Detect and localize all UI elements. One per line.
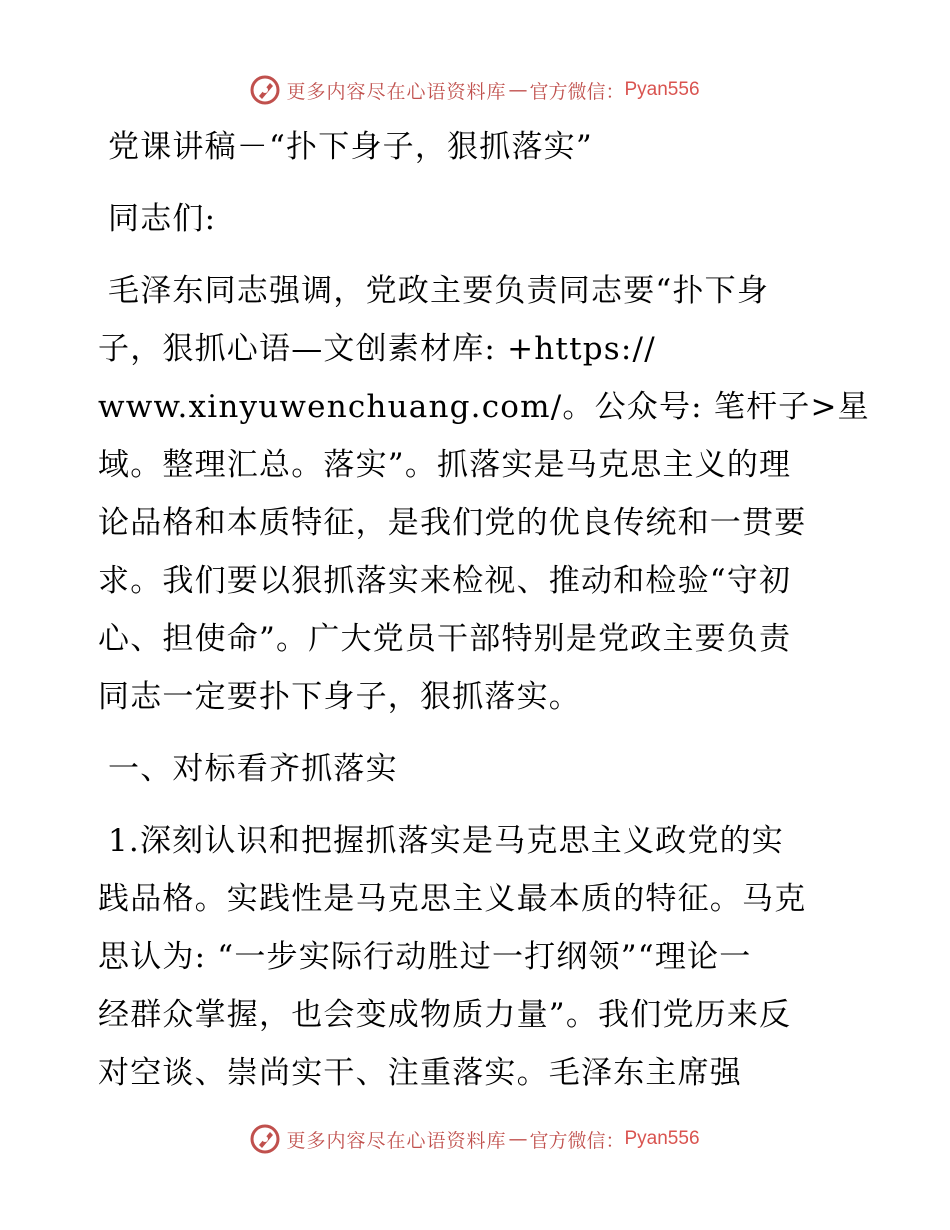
- paragraph-line: 子，狠抓心语—文创素材库: +https://: [98, 331, 656, 367]
- paragraph-line: 1.深刻认识和把握抓落实是马克思主义政党的实: [108, 823, 784, 859]
- document-body: [98, 118, 870, 1102]
- paragraph-1: [98, 262, 870, 726]
- paragraph-line: 经群众掌握，也会变成物质力量”。我们党历来反: [98, 997, 792, 1033]
- salutation: 同志们:: [108, 201, 217, 237]
- paragraph-line: 毛泽东同志强调，党政主要负责同志要“扑下身: [108, 273, 770, 309]
- paragraph-line: 域。整理汇总。落实”。抓落实是马克思主义的理: [98, 447, 792, 483]
- paragraph-2: [98, 812, 858, 1102]
- paragraph-line: 同志一定要扑下身子，狠抓落实。: [98, 679, 581, 715]
- paragraph-line: 践品格。实践性是马克思主义最本质的特征。马克: [98, 881, 807, 917]
- banner-brand: 更多内容尽在心语资料库: [286, 80, 507, 103]
- banner-wechat-id: Pyan556: [624, 1128, 700, 1149]
- banner-wechat-label: 官方微信：: [529, 1129, 625, 1152]
- paragraph-line: www.xinyuwenchuang.com/。公众号: 笔杆子>星: [98, 389, 870, 425]
- section-heading: 一、对标看齐抓落实: [108, 751, 398, 787]
- footer-banner: [0, 1119, 950, 1159]
- pen-logo-icon: [250, 75, 280, 105]
- banner-separator: —: [508, 1128, 528, 1150]
- banner-wechat-id: Pyan556: [624, 79, 700, 100]
- paragraph-line: 求。我们要以狠抓落实来检视、推动和检验“守初: [98, 563, 792, 599]
- banner-wechat-label: 官方微信：: [529, 80, 625, 103]
- paragraph-line: 心、担使命”。广大党员干部特别是党政主要负责: [98, 621, 792, 657]
- paragraph-line: 思认为: “一步实际行动胜过一打纲领”“理论一: [98, 939, 752, 975]
- banner-brand: 更多内容尽在心语资料库: [286, 1129, 507, 1152]
- paragraph-line: 论品格和本质特征，是我们党的优良传统和一贯要: [98, 505, 807, 541]
- pen-logo-icon: [250, 1124, 280, 1154]
- header-banner: [0, 70, 950, 110]
- banner-separator: —: [508, 79, 528, 101]
- document-title: 党课讲稿－“扑下身子，狠抓落实”: [108, 129, 593, 165]
- paragraph-line: 对空谈、崇尚实干、注重落实。毛泽东主席强: [98, 1055, 742, 1091]
